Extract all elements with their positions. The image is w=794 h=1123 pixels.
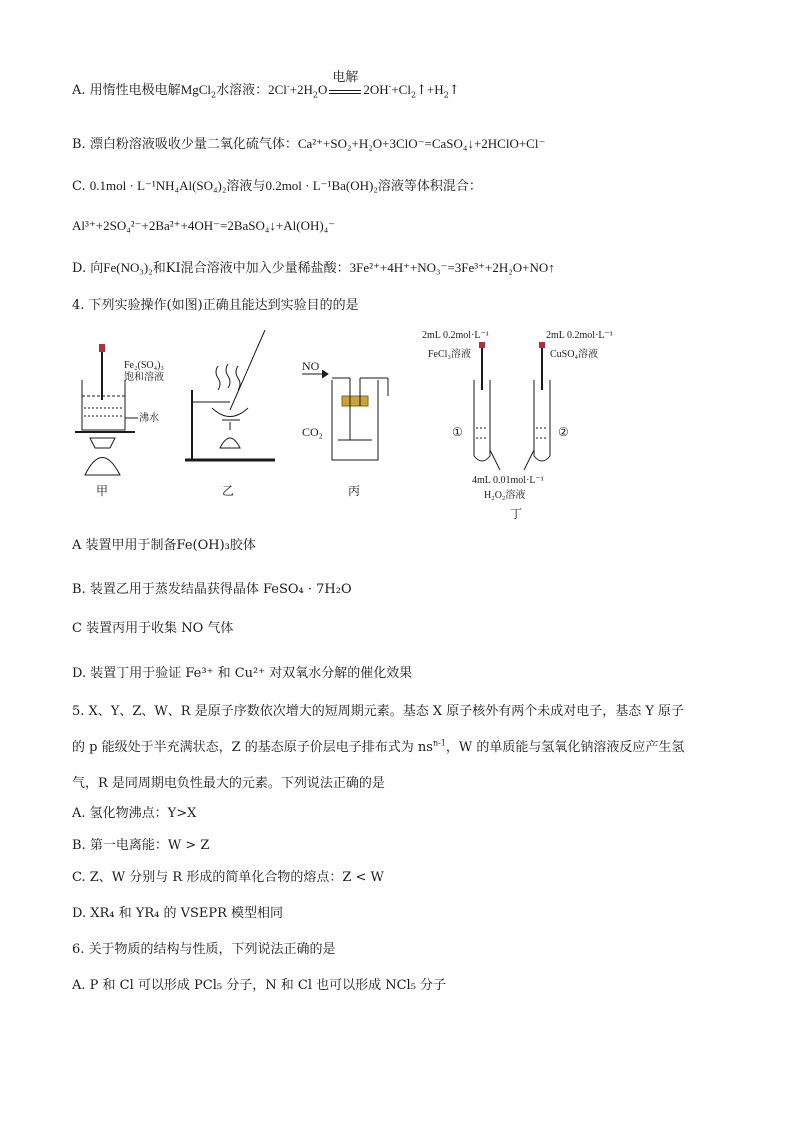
q5-option-c: C. Z、W 分别与 R 形成的简单化合物的熔点：Z < W xyxy=(72,870,384,885)
q3-a-text: 用惰性电极电解 xyxy=(89,83,181,98)
q4-option-c: C 装置丙用于收集 NO 气体 xyxy=(72,621,234,636)
q4-option-d: D. 装置丁用于验证 Fe³⁺ 和 Cu²⁺ 对双氧水分解的催化效果 xyxy=(72,666,413,681)
q4-apparatus-figure xyxy=(70,330,650,530)
ding-tube-2: ② xyxy=(558,425,569,439)
apparatus-bing xyxy=(302,370,388,460)
q5-option-b: B. 第一电离能：W > Z xyxy=(72,838,210,853)
q6-stem: 6. 关于物质的结构与性质，下列说法正确的是 xyxy=(72,942,336,957)
ding-right-2: CuSO₄溶液 xyxy=(550,349,598,360)
q6-option-a: A. P 和 Cl 可以形成 PCl₅ 分子，N 和 Cl 也可以形成 NCl₅ 分子 xyxy=(72,978,447,993)
ding-tube-1: ① xyxy=(452,425,463,439)
jia-water: 沸水 xyxy=(139,413,159,424)
q4-stem: 4. 下列实验操作(如图)正确且能达到实验目的的是 xyxy=(72,298,359,313)
ding-bottom-2: H₂O₂溶液 xyxy=(484,490,526,501)
q5-option-d: D. XR₄ 和 YR₄ 的 VSEPR 模型相同 xyxy=(72,906,284,921)
q5-option-a: A. 氢化物沸点：Y>X xyxy=(72,806,197,821)
q4-option-b: B. 装置乙用于蒸发结晶获得晶体 FeSO₄ · 7H₂O xyxy=(72,582,352,597)
q3-option-c: C. 0.1mol · L⁻¹NH₄Al(SO₄)₂溶液与0.2mol · L⁻¹Ba(OH)₂溶液等体积混合： xyxy=(72,178,482,194)
q5-stem-line-2: 的 p 能级处于半充满状态，Z 的基态原子价层电子排布式为 $ns^{n-1}$，W 的单质能与氢氧化钠溶液反应产生氢 xyxy=(72,738,685,755)
apparatus-ding xyxy=(474,342,550,470)
ding-left-1: 2mL 0.2mol·L⁻¹ xyxy=(422,330,489,341)
bing-label: 丙 xyxy=(348,484,361,498)
q4-option-a: A 装置甲用于制备Fe(OH)₃胶体 xyxy=(72,538,256,553)
q3-option-b: B. 漂白粉溶液吸收少量二氧化硫气体：Ca²⁺+SO₂+H₂O+3ClO⁻=CaSO₄↓+2HClO+Cl⁻ xyxy=(72,136,546,152)
q3-option-d: D. 向Fe(NO₃)₂和KI混合溶液中加入少量稀盐酸：3Fe²⁺+4H⁺+NO₃⁻=3Fe³⁺+2H₂O+NO↑ xyxy=(72,260,555,276)
jia-reagent-2: 饱和溶液 xyxy=(124,372,164,383)
jia-label: 甲 xyxy=(96,484,109,498)
q3-option-c-equation: Al³⁺+2SO₄²⁻+2Ba²⁺+4OH⁻=2BaSO₄↓+Al(OH)₄⁻ xyxy=(72,218,336,233)
apparatus-yi xyxy=(185,330,275,460)
q5-stem-line-1: 5. X、Y、Z、W、R 是原子序数依次增大的短周期元素。基态 X 原子核外有两个未成对电子，基态 Y 原子 xyxy=(72,704,685,719)
q5-stem-line-3: 气，R 是同周期电负性最大的元素。下列说法正确的是 xyxy=(72,776,385,791)
q3-option-a: A. 用惰性电极电解MgCl$_2$水溶液：$2Cl^-+2H_2O$ 电解 $2OH^-+Cl_2↑+H_2↑$ xyxy=(72,70,460,100)
bing-gas: CO₂ xyxy=(302,425,323,439)
apparatus-drawing xyxy=(70,330,650,530)
bing-gas-in: NO xyxy=(302,359,320,373)
ding-right-1: 2mL 0.2mol·L⁻¹ xyxy=(546,330,613,341)
electrolysis-sign: 电解 xyxy=(329,86,361,94)
ding-bottom-1: 4mL 0.01mol·L⁻¹ xyxy=(472,475,544,486)
yi-label: 乙 xyxy=(222,484,235,498)
ding-left-2: FeCl₃溶液 xyxy=(428,349,471,360)
jia-reagent-1: Fe₂(SO₄)₃ xyxy=(124,360,164,371)
ding-label: 丁 xyxy=(510,507,523,521)
